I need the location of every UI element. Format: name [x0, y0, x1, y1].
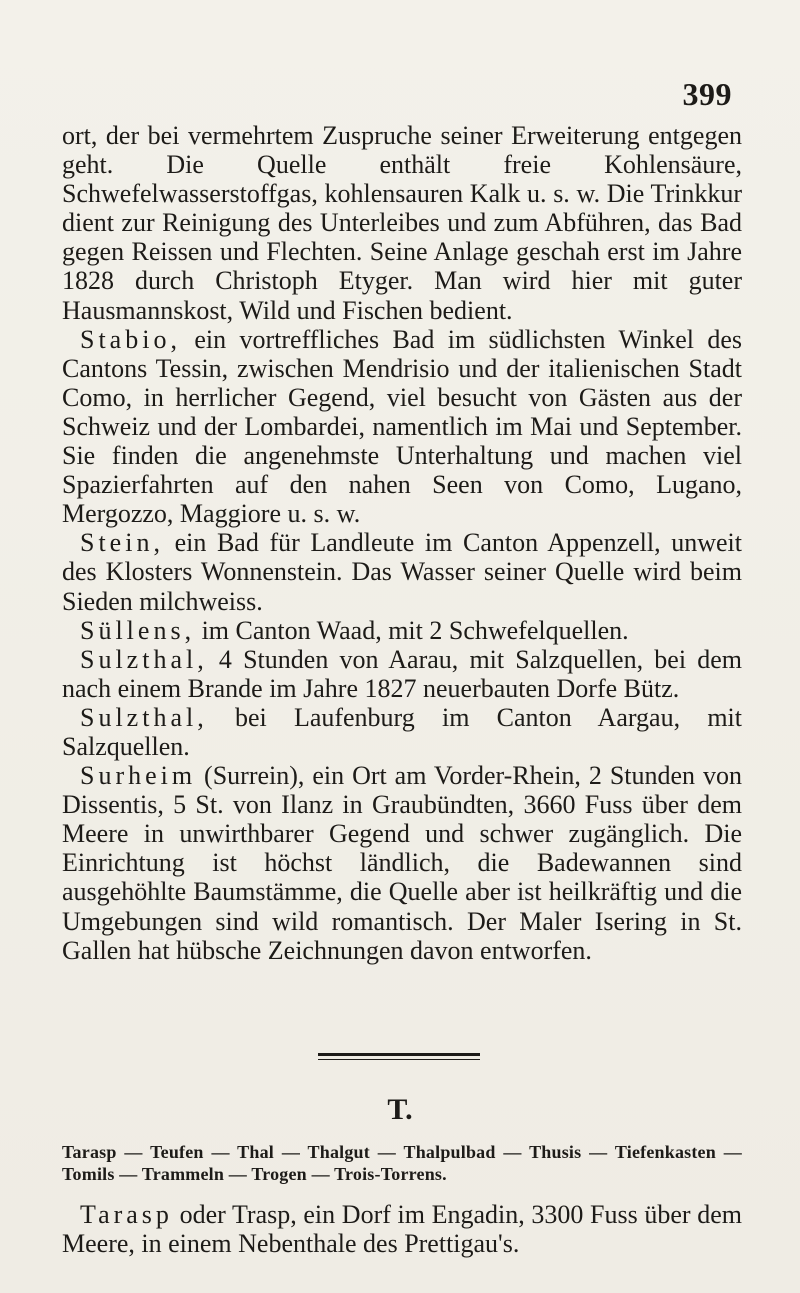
entry-head: Sulzthal,: [80, 644, 208, 674]
section-heading: T.: [387, 1093, 413, 1126]
entry-head: Stabio,: [80, 324, 181, 354]
paragraph-ort: [62, 121, 742, 325]
entry-sulzthal-laufenburg: [62, 703, 742, 761]
entry-sulzthal-aarau: [62, 645, 742, 703]
entry-text: 4 Stunden von Aarau, mit Salzquellen, bei dem nach einem Brande im Jahre 1827 neuerbauten Dorfe Bütz.: [62, 644, 742, 703]
paragraph-text: ort, der bei vermehrtem Zuspruche seiner Erweiterung entgegen geht. Die Quelle enthält freie Kohlensäure, Schwefelwasserstoffgas, kohlensauren Kalk u. s. w. Die Trinkkur dient zur Reinigung des Unterleibes und zum Abführen, das Bad gegen Reissen und Flechten. Seine Anlage geschah erst im Jahre 1828 durch Christoph Etyger. Man wird hier mit guter Hausmannskost, Wild und Fischen bedient.: [62, 121, 742, 325]
main-text: [62, 121, 742, 965]
entry-text: bei Laufenburg im Canton Aargau, mit Salzquellen.: [62, 702, 742, 761]
entry-text: oder Trasp, ein Dorf im Engadin, 3300 Fuss über dem Meere, in einem Nebenthale des Prettigau's.: [62, 1200, 742, 1259]
page-number: 399: [682, 76, 732, 112]
entry-head: Tarasp: [80, 1200, 173, 1229]
entry-tarasp-block: [62, 1200, 742, 1258]
entry-head: Sulzthal,: [80, 702, 208, 732]
entry-suellens: [62, 616, 742, 645]
entry-tarasp: [62, 1200, 742, 1258]
entry-head: Surheim: [80, 761, 197, 791]
section-index-list: Tarasp — Teufen — Thal — Thalgut — Thalpulbad — Thusis — Tiefenkasten — Tomils — Trammeln — Trogen — Trois-Torrens.: [62, 1142, 742, 1184]
entry-text: im Canton Waad, mit 2 Schwefelquellen.: [195, 615, 629, 645]
entry-text: (Surrein), ein Ort am Vorder-Rhein, 2 Stunden von Dissentis, 5 St. von Ilanz in Graubündten, 3660 Fuss über dem Meere in unwirthbarer Gegend und schwer zugänglich. Die Einrichtung ist höchst ländlich, die Badewannen sind ausgehöhlte Baumstämme, die Quelle aber ist heilkräftig und die Umgebungen sind wild romantisch. Der Maler Isering in St. Gallen hat hübsche Zeichnungen davon entworfen.: [62, 761, 742, 965]
entry-text: ein Bad für Landleute im Canton Appenzell, unweit des Klosters Wonnenstein. Das Wasser seiner Quelle wird beim Sieden milchweiss.: [62, 528, 742, 616]
entry-text: ein vortreffliches Bad im südlichsten Winkel des Cantons Tessin, zwischen Mendrisio und der italienischen Stadt Como, in herrlicher Gegend, viel besucht von Gästen aus der Schweiz und der Lombardei, namentlich im Mai und September. Sie finden die angenehmste Unterhaltung und machen viel Spazierfahrten auf den nahen Seen von Como, Lugano, Mergozzo, Maggiore u. s. w.: [62, 324, 742, 529]
entry-head: Stein,: [80, 528, 164, 558]
entry-stein: [62, 528, 742, 615]
entry-stabio: [62, 325, 742, 529]
section-divider: [318, 1053, 480, 1056]
entry-surheim: [62, 761, 742, 965]
entry-head: Süllens,: [80, 615, 196, 645]
